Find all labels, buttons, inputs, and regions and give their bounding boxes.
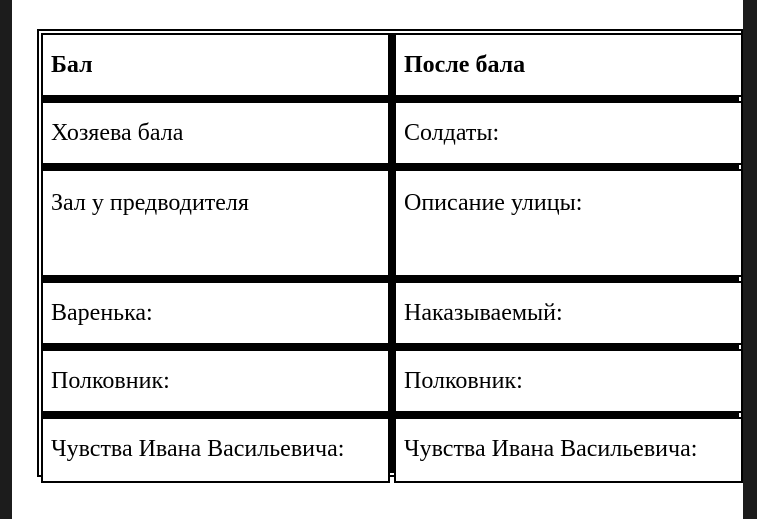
cell-feelings-after: Чувства Ивана Васильевича: [404,436,698,462]
cell-feelings-ball: Чувства Ивана Васильевича: [51,436,345,462]
table-cell [41,169,390,277]
table-cell [41,281,390,345]
header-ball: Бал [51,52,93,78]
cell-colonel-after: Полковник: [404,368,523,394]
table-cell [41,101,390,165]
cell-punished: Наказываемый: [404,300,563,326]
cell-street-description: Описание улицы: [404,190,583,216]
table-header-cell [394,33,743,97]
comparison-table [37,29,743,477]
cell-hall: Зал у предводителя [51,190,249,216]
cell-soldiers: Солдаты: [404,120,500,146]
table-cell [394,101,743,165]
header-after-ball: После бала [404,52,526,78]
table-cell [394,281,743,345]
table-cell [394,417,743,483]
table-cell [394,349,743,413]
table-cell [41,417,390,483]
cell-colonel-ball: Полковник: [51,368,170,394]
cell-hosts: Хозяева бала [51,120,184,146]
table-grid [41,33,739,473]
table-cell [394,169,743,277]
document-page [12,0,743,519]
table-cell [41,349,390,413]
table-header-cell [41,33,390,97]
cell-varenka: Варенька: [51,300,153,326]
